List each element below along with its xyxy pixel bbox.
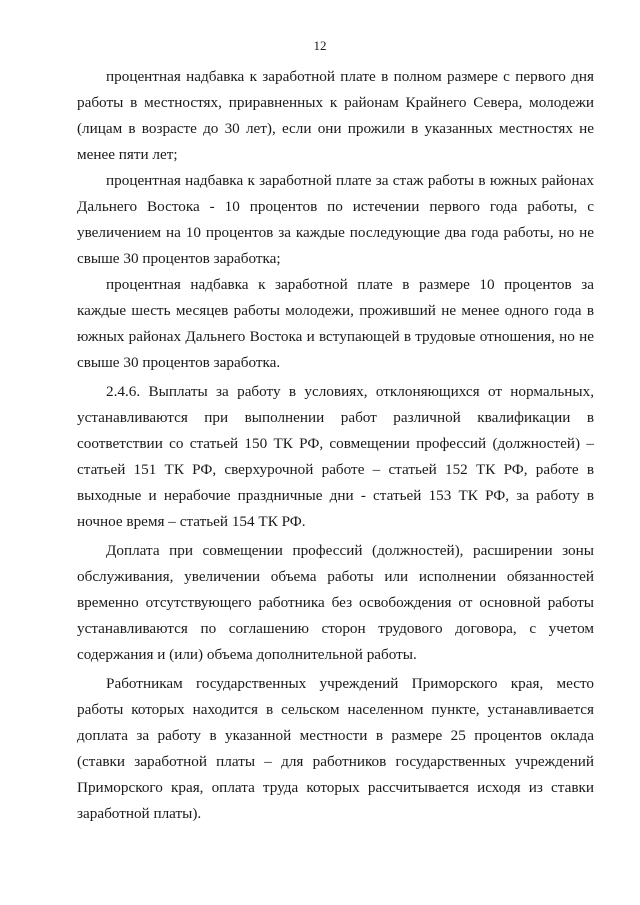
paragraph-youth-allowance: процентная надбавка к заработной плате в размере 10 процентов за каждые шесть месяцев работы молодежи, проживший не менее одного года в южных районах Дальнего Востока и вступающей в трудовые отношения, но не свыше 30 процентов заработка.: [77, 276, 594, 371]
document-body: [77, 64, 594, 827]
paragraph-rural-allowance: Работникам государственных учреждений Приморского края, место работы которых находится в сельском населенном пункте, устанавливается доплата за работу в указанной местности в размере 25 процентов оклада (ставки заработной платы – для работников государственных учреждений Приморского края, оплата труда которых рассчитывается исходя из ставки заработной платы).: [77, 675, 594, 822]
paragraph-far-east-tenure-allowance: процентная надбавка к заработной плате за стаж работы в южных районах Дальнего Востока - 10 процентов по истечении первого года работы, с увеличением на 10 процентов за каждые последующие два года работы, но не свыше 30 процентов заработка;: [77, 172, 594, 267]
page-number: 12: [313, 38, 327, 53]
paragraph-section-2-4-6: 2.4.6. Выплаты за работу в условиях, отклоняющихся от нормальных, устанавливаются при выполнении работ различной квалификации в соответствии со статьей 150 ТК РФ, совмещении профессий (должностей) – статьей 151 ТК РФ, сверхурочной работе – статьей 152 ТК РФ, работе в выходные и нерабочие праздничные дни - статьей 153 ТК РФ, за работу в ночное время – статьей 154 ТК РФ.: [77, 383, 594, 530]
paragraph-combined-duties: Доплата при совмещении профессий (должностей), расширении зоны обслуживания, увеличении объема работы или исполнении обязанностей временно отсутствующего работника без освобождения от основной работы устанавливаются по соглашению сторон трудового договора, с учетом содержания и (или) объема дополнительной работы.: [77, 542, 594, 663]
paragraph-north-allowance: процентная надбавка к заработной плате в полном размере с первого дня работы в местностях, приравненных к районам Крайнего Севера, молодежи (лицам в возрасте до 30 лет), если они прожили в указанных местностях не менее пяти лет;: [77, 68, 594, 163]
